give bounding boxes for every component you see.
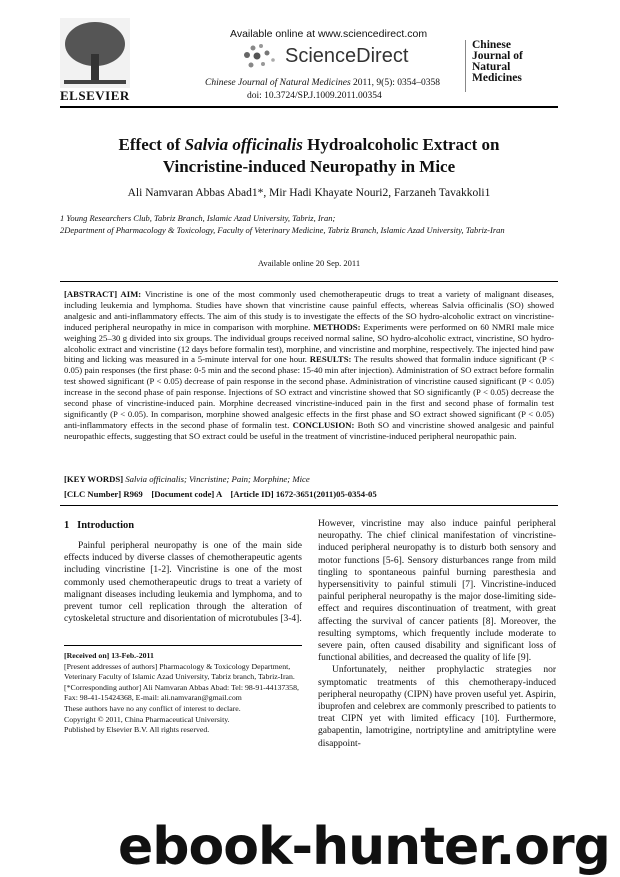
- footnote-corresponding: [*Corresponding author] Ali Namvaran Abbas Abad: Tel: 98-91-44137358, Fax: 98-41-15424368, E-mail: ali.namvaran@gmail.com: [64, 682, 299, 703]
- sciencedirect-wordmark: ScienceDirect: [285, 45, 409, 67]
- footnote-conflict: These authors have no any conflict of interest to declare.: [64, 703, 241, 713]
- watermark: ebook-hunter.org: [118, 817, 610, 877]
- journal-name-line: Natural: [472, 61, 511, 73]
- footnote-rule: [64, 645, 302, 646]
- publisher-name: ELSEVIER: [60, 88, 130, 103]
- doi: doi: 10.3724/SP.J.1009.2011.00354: [247, 91, 382, 101]
- body-rule: [60, 505, 558, 506]
- paper-title: Effect of Salvia officinalis Hydroalcoholic Extract on Vincristine-induced Neuropathy in Mice: [118, 135, 500, 176]
- affiliation-1: 1 Young Researchers Club, Tabriz Branch, Islamic Azad University, Tabriz, Iran;: [60, 213, 336, 223]
- footnote-copyright: Copyright © 2011, China Pharmaceutical University.: [64, 714, 230, 724]
- journal-name-line: Medicines: [472, 72, 522, 84]
- journal-citation: Chinese Journal of Natural Medicines 2011, 9(5): 0354–0358: [205, 78, 441, 88]
- abstract: [ABSTRACT] AIM: Vincristine is one of the most commonly used chemotherapeutic drugs to treat a variety of malignant diseases, including leukemia and lymphoma. Studies have shown that vincristine cause painful effects, whereas Salvia officinalis (SO) showed analgesic and anti-inflammatory effects. The aim of this study is to investigate the effects of the SO hydro-alcoholic extract on vincristine-induced peripheral neuropathy in mice in comparison with morphine. METHODS: Experiments were performed on 60 NMRI male mice weighing 25–30 g divided into six groups. The individual groups received normal saline, SO hydro-alcoholic extract, vincristine, SO hydro-alcoholic extract and vincristine (12 days before formalin test), morphine, and vincristine and morphine, respectively. The injected hind paw biting and licking was measured in a 5-minute interval for one hour. RESULTS: The results showed that formalin induce significant (P < 0.05) pain responses (the first phase: 0-5 min and the second phase: 15-40 min after injection). Administration of SO extract before formalin test showed significant (P < 0.05) decrease of pain response in the second phase. Administration of vincristine caused significant (P < 0.05) increase in the second phase of pain response. Injections of SO extract and vincristine showed that SO significantly (P < 0.05) decrease the second phase of vincristine-induced pain. Morphine decreased vincristine-induced pain in the first and second phase of formalin test significantly (P < 0.05). In comparison, morphine showed analgesic effects in the first phase and SO extract showed significant (P < 0.05) anti-inflammatory effects in the second phase of formalin test. CONCLUSION: Both SO and vincristine showed analgesic and painful neuropathic effects, suggesting that SO extract could be useful in the treatment of vincristine-induced peripheral neuropathic pain.: [64, 289, 555, 441]
- authors: Ali Namvaran Abbas Abad1*, Mir Hadi Khayate Nouri2, Farzaneh Tavakkoli1: [127, 187, 491, 199]
- elsevier-tree-logo: [60, 18, 130, 88]
- paragraph: Painful peripheral neuropathy is one of the main side effects induced by diverse classes of chemotherapeutic agents including vincristine [1-2]. Vincristine is one of the most commonly used chemotherapeutic drugs to treat a variety of malignant diseases including leukemia and lymphoma, and to prevent tumor cell replication through the alteration of cytoskeletal structure and disorientation of microtubules [3-4].: [64, 541, 302, 625]
- journal-name-line: Journal of: [472, 50, 523, 62]
- footnotes: [64, 651, 302, 736]
- journal-name-box: [465, 40, 564, 92]
- clc-line: [CLC Number] R969 [Document code] A [Article ID] 1672-3651(2011)05-0354-05: [64, 489, 377, 499]
- affiliation-2: 2Department of Pharmacology & Toxicology, Faculty of Veterinary Medicine, Tabriz Branch, Islamic Azad University, Tabriz-Iran: [60, 225, 505, 235]
- left-column: [64, 540, 302, 625]
- paragraph: However, vincristine may also induce painful peripheral neuropathy. The chief clinical manifestation of vincristine-induced peripheral neuropathy is to disturb both sensory and motor functions [5-6]. Sensory disturbances range from mild tingling to spontaneous painful burning paresthesia and hypersensitivity to painful stimuli [7]. Vincristine-induced painful peripheral neuropathy is the major dose-limiting side-effect and requires discontinuation of treatment, with great affecting the survival of cancer patients [8]. Moreover, the resulting symptoms, which frequently include moderate to severe pain, often caused disability and significant loss of functional abilities, and decreased the quality of life [9].: [318, 519, 556, 664]
- available-date: Available online 20 Sep. 2011: [257, 258, 361, 268]
- abstract-rule: [60, 281, 558, 282]
- footnote-addresses: [Present addresses of authors] Pharmacology & Toxicology Department, Veterinary Faculty of Islamic Azad University, Tabriz branch, Tabriz-Iran.: [64, 661, 295, 682]
- right-column: [318, 518, 556, 750]
- paragraph: Unfortunately, neither prophylactic strategies nor symptomatic treatments of this chemotherapy-induced peripheral neuropathy (CIPN) have proven useful yet. Aspirin, ibuprofen and celebrex are commonly prescribed to patients to treat CIPN yet with limited efficacy [10]. Furthermore, gabapentin, lamotrigine, nortriptyline and amitriptyline were disappoint-: [318, 665, 556, 749]
- footnote-received: [Received on] 13-Feb.-2011: [64, 651, 154, 660]
- journal-name-line: Chinese: [472, 39, 511, 51]
- section-heading-introduction: 1 Introduction: [64, 520, 135, 531]
- footnote-publisher: Published by Elsevier B.V. All rights reserved.: [64, 725, 210, 735]
- header-rule: [60, 106, 558, 108]
- keywords: [KEY WORDS] Salvia officinalis; Vincristine; Pain; Morphine; Mice: [64, 474, 310, 484]
- available-online-line: Available online at www.sciencedirect.com: [230, 28, 428, 40]
